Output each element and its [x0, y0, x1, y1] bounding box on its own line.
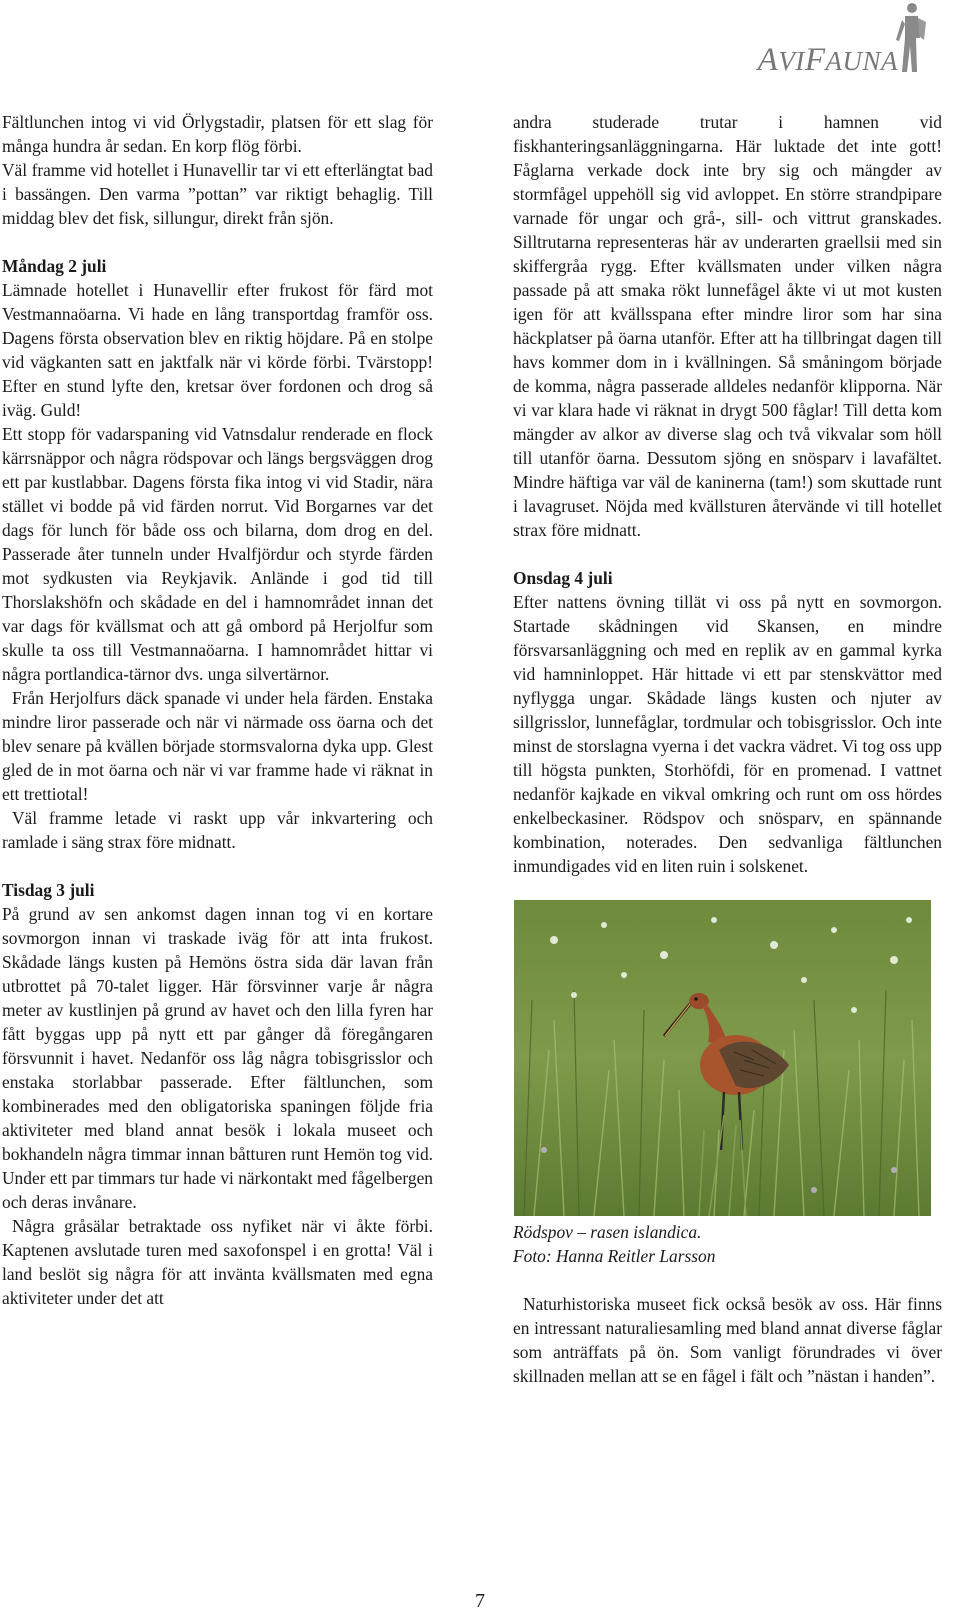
- heading-monday: Måndag 2 juli: [2, 256, 107, 276]
- paragraph: Fältlunchen intog vi vid Örlygstadir, platsen för ett slag för många hundra år sedan. En korp flög förbi.: [2, 112, 433, 156]
- photo-credit: Foto: Hanna Reitler Larsson: [513, 1246, 716, 1266]
- paragraph: Några gråsälar betraktade oss nyfiket när vi åkte förbi. Kaptenen avslutade turen med saxofonspel i en grotta! Väl i land beslöt sig några för att inväntа kvällsmaten med egna aktiviteter under det att: [2, 1216, 433, 1308]
- right-column: [513, 110, 942, 1388]
- paragraph: På grund av sen ankomst dagen innan tog vi en kortare sovmorgon innan vi traskade iväg för att inta frukost. Skådade längs kusten på Hemöns östra sida där lavan från utbrottet på 70-talet ligger. Här försvinner varje år några meter av kustlinjen på grund av havet och den lilla fyren har fått byggas upp på nytt ett par gånger då föregångaren försvunnit i havet. Nedanför oss låg några tobisgrisslor och enstaka storlabbar passerade. Efter fältlunchen, som kombinerades med den obligatoriska spaningen följde fria aktiviteter med bland annat besök i lokala museet och bokhandeln några timmar innan båtturen runt Hemön tog vid. Under ett par timmars tur hade vi närkontakt med fågelbergen och deras invånare.: [2, 904, 433, 1212]
- paragraph: Väl framme vid hotellet i Hunavellir tar vi ett efterlängtat bad i bassängen. Den varma ”pottan” var riktigt behaglig. Till middag blev det fisk, sillungur, direkt från sjön.: [2, 160, 433, 228]
- heading-wednesday: Onsdag 4 juli: [513, 568, 613, 588]
- left-column: [2, 110, 433, 1310]
- page-number: 7: [475, 1590, 485, 1612]
- avifauna-logo: [700, 0, 940, 80]
- paragraph: Väl framme letade vi raskt upp vår inkvartering och ramlade i säng strax före midnatt.: [2, 808, 433, 852]
- paragraph: Lämnade hotellet i Hunavellir efter frukost för färd mot Vestmannaöarna. Vi hade en lång transportdag framför oss. Dagens första observation blev en riktig höjdare. På en stolpe vid vägkanten satt en jaktfalk när vi körde förbi. Tvärstopp! Efter en stund lyfte den, kretsar över fordonen och drog så iväg. Guld!: [2, 280, 433, 420]
- paragraph: Naturhistoriska museet fick också besök av oss. Här finns en intressant naturaliesamling med bland annat diverse fåglar som anträffats på ön. Som vanligt förundrades vi över skillnaden mellan att se en fågel i fält och ”nästan i handen”.: [513, 1294, 942, 1386]
- godwit-photo: [514, 900, 931, 1216]
- paragraph: Från Herjolfurs däck spanade vi under hela färden. Enstaka mindre liror passerade och när vi närmade oss öarna och det blev senare på kvällen började stormsvalorna dyka upp. Glest gled de in mot öarna och när vi var framme hade vi räknat in ett trettiotal!: [2, 688, 433, 804]
- heading-tuesday: Tisdag 3 juli: [2, 880, 95, 900]
- logo-wordmark: AVIFAUNA: [757, 42, 898, 78]
- paragraph: Efter nattens övning tillät vi oss på nytt en sovmorgon. Startade skådningen vid Skansen, en mindre försvarsanläggning och med en replik av en gammal kyrka vid hamninloppet. Här hittade vi ett par stenskvättor med nyflygga ungar. Skådade längs kusten och njuter av sillgrisslor, lunnefåglar, tordmular och tobisgrisslor. Och inte minst de storslagna vyerna i det vackra vädret. Vi tog oss upp till högsta punkten, Storhöfdi, för en promenad. I vattnet nedanför kajkade en vikval omkring och runt om oss hördes enkelbeckasiner. Rödspov och snösparv, en spännande kombination, noterades. Den sedvanliga fältlunchen inmundigades vid en liten ruin i solskenet.: [513, 592, 942, 876]
- paragraph: Ett stopp för vadarspaning vid Vatnsdalur renderade en flock kärrsnäppor och några rödspovar och längs bergsväggen drog ett par kustlabbar. Dagens första fika intog vi vid Stadir, nära stället vi bodde på vid färden norrut. Vid Borgarnes var det dags för lunch för både oss och bilarna, dom drog en del. Passerade åter tunneln under Hvalfjördur och styrde färden mot sydkusten via Reykjavik. Anlände i god tid till Thorslakshöfn och skådade en del i hamnområdet innan det var dags för kvällsmat och att gå ombord på Herjolfur som skulle ta oss till Vestmannaöarna. I hamnområdet hittar vi några portlandica-tärnor dvs. unga silvertärnor.: [2, 424, 433, 684]
- paragraph: andra studerade trutar i hamnen vid fiskhanteringsanläggningarna. Här luktade det inte gott! Fåglarna verkade dock inte bry sig och mängder av stormfågel uppehöll sig vid avloppet. En större strandpipare varnade för ungar och grå-, sill- och vittrut granskades. Silltrutarna representeras här av underarten graellsii med sin skiffergråa rygg. Efter kvällsmaten under vilken några passade på att smaka rökt lunnefågel åkte vi ut mot kusten igen för att kvällsspana efter mindre liror som har sina häckplatser på öarna utanför. Efter att ha tillbringat dagen till havs kommer dom in i kvällningen. Så småningom började de komma, några passerade alldeles nedanför klipporna. När vi var klara hade vi räknat in drygt 500 fåglar! Till detta kom mängder av alkor av diverse slag och två vikvalar som höll till utanför öarna. Dessutom sjöng en snösparv i lavafältet. Mindre häftiga var väl de kaninerna (tam!) som skuttade runt i lavagruset. Nöjda med kvällsturen återvände vi till hotellet strax före midnatt.: [513, 112, 942, 540]
- photo-caption: Rödspov – rasen islandica.: [513, 1222, 702, 1242]
